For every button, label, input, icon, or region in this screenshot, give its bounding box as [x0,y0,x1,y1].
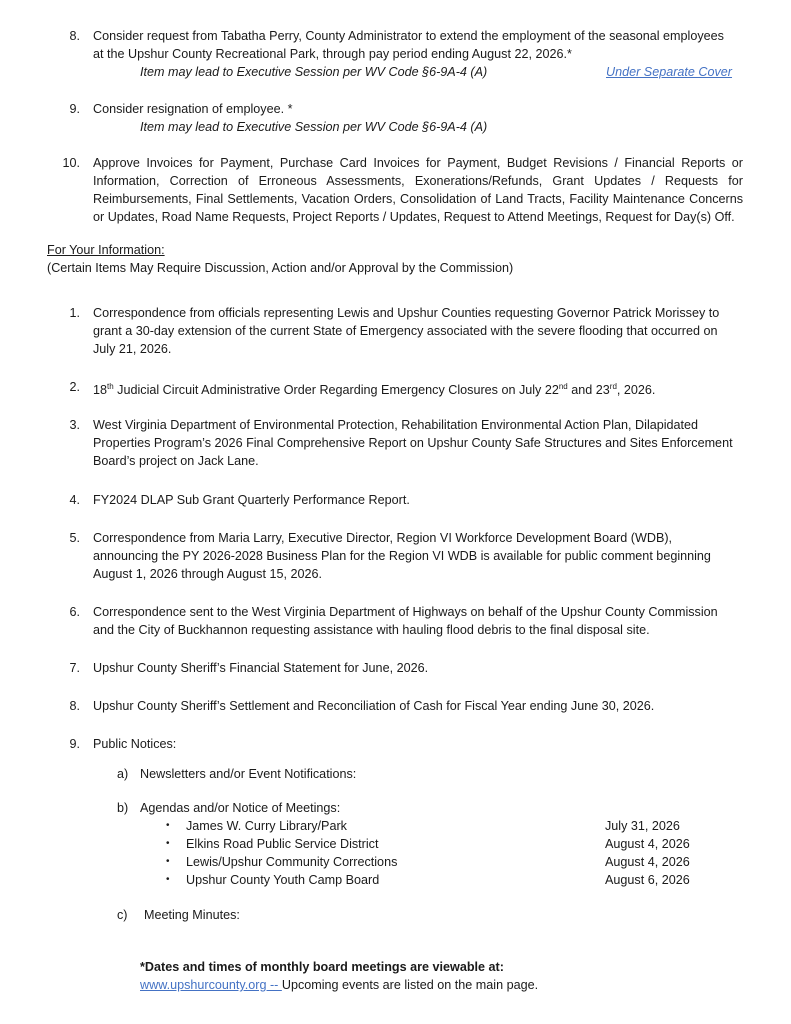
item-text-line [93,378,655,399]
meeting-name: James W. Curry Library/Park [186,819,347,833]
footer-trailing-text: Upcoming events are listed on the main page. [281,978,539,992]
subitem-letter: c) [117,908,128,922]
item-number: 3. [69,418,80,432]
item-text-line: Consider resignation of employee. * [93,102,293,116]
bullet-icon: • [166,838,170,849]
footer-line [140,976,538,994]
item-text-line: Information, Correction of Erroneous Assessments, Exonerations/Refunds, Grant Updates / Requests for [93,174,743,188]
newsletters-label: Newsletters and/or Event Notifications: [140,767,357,781]
fyi-subheading: (Certain Items May Require Discussion, Action and/or Approval by the Commission) [47,261,514,275]
item-number: 8. [69,699,80,713]
item-number: 9. [69,102,80,116]
meeting-row [0,817,791,835]
meeting-name: Upshur County Youth Camp Board [186,873,380,887]
item-number: 2. [69,380,80,394]
item-number: 6. [69,605,80,619]
item-number: 9. [69,737,80,751]
item-text-line: Consider request from Tabatha Perry, County Administrator to extend the employment of the seasonal employees [93,29,724,43]
agendas-label: Agendas and/or Notice of Meetings: [140,801,341,815]
separate-cover-link[interactable]: Under Separate Cover [606,65,733,79]
bullet-icon: • [166,874,170,885]
item-text-line: Correspondence from Maria Larry, Executive Director, Region VI Workforce Development Board (WDB), [93,531,673,545]
item-number: 7. [69,661,80,675]
bullet-icon: • [166,820,170,831]
meeting-row [0,835,791,853]
meeting-date: August 4, 2026 [605,837,690,851]
text-run: 18 [93,383,108,398]
subitem-letter: a) [117,767,129,781]
meeting-row [0,871,791,889]
executive-session-note: Item may lead to Executive Session per WV Code §6-9A-4 (A) [140,65,488,79]
minutes-label: Meeting Minutes: [144,908,240,922]
meeting-date: July 31, 2026 [605,819,680,833]
item-text-line: announcing the PY 2026-2028 Business Plan for the Region VI WDB is available for public comment beginning [93,549,711,563]
item-text-line: Correspondence sent to the West Virginia Department of Highways on behalf of the Upshur County Commission [93,605,718,619]
text-run: and 23 [567,383,610,398]
item-text-line: Approve Invoices for Payment, Purchase Card Invoices for Payment, Budget Revisions / Financial Reports or [93,156,743,170]
item-number: 4. [69,493,80,507]
superscript: nd [558,382,568,391]
item-text-line: Upshur County Sheriff’s Financial Statement for June, 2026. [93,661,429,675]
text-run: Judicial Circuit Administrative Order Regarding Emergency Closures on July 22 [113,383,559,398]
item-text-line: Upshur County Sheriff’s Settlement and Reconciliation of Cash for Fiscal Year ending June 30, 2026. [93,699,655,713]
subitem-letter: b) [117,801,129,815]
item-text-line: Public Notices: [93,737,177,751]
fyi-heading: For Your Information: [47,243,165,257]
item-text-line: FY2024 DLAP Sub Grant Quarterly Performance Report. [93,493,410,507]
text-run: , 2026. [616,383,656,398]
meeting-row [0,853,791,871]
superscript: th [107,382,114,391]
county-website-link[interactable]: www.upshurcounty.org -- [140,978,282,992]
meeting-date: August 4, 2026 [605,855,690,869]
meeting-name: Lewis/Upshur Community Corrections [186,855,398,869]
item-text-line: July 21, 2026. [93,342,172,356]
executive-session-note: Item may lead to Executive Session per WV Code §6-9A-4 (A) [140,120,488,134]
meeting-date: August 6, 2026 [605,873,690,887]
item-text-line: and the City of Buckhannon requesting assistance with hauling flood debris to the final disposal site. [93,623,650,637]
item-number: 10. [62,156,80,170]
item-text-line: Reimbursements, Final Settlements, Vacation Orders, Consolidation of Land Tracts, Facility Maintenance Concerns [93,192,743,206]
bullet-icon: • [166,856,170,867]
item-text-line: grant a 30-day extension of the current State of Emergency associated with the severe flooding that occurred on [93,324,718,338]
item-text-line: August 1, 2026 through August 15, 2026. [93,567,322,581]
item-number: 1. [69,306,80,320]
meeting-name: Elkins Road Public Service District [186,837,379,851]
item-number: 8. [69,29,80,43]
item-text-line: Properties Program’s 2026 Final Comprehensive Report on Upshur County Safe Structures and Sites Enforcement [93,436,733,450]
footer-note: *Dates and times of monthly board meetings are viewable at: [140,960,504,974]
superscript: rd [609,382,617,391]
item-text-line: at the Upshur County Recreational Park, through pay period ending August 22, 2026.* [93,47,572,61]
item-text-line: Board’s project on Jack Lane. [93,454,259,468]
item-number: 5. [69,531,80,545]
item-text-line: Correspondence from officials representing Lewis and Upshur Counties requesting Governor Patrick Morissey to [93,306,720,320]
item-text-line: or Updates, Road Name Requests, Project Reports / Updates, Request to Attend Meetings, Request for Day(s) Off. [93,210,735,224]
item-text-block [93,154,743,226]
item-text-line: West Virginia Department of Environmental Protection, Rehabilitation Environmental Action Plan, Dilapidated [93,418,699,432]
